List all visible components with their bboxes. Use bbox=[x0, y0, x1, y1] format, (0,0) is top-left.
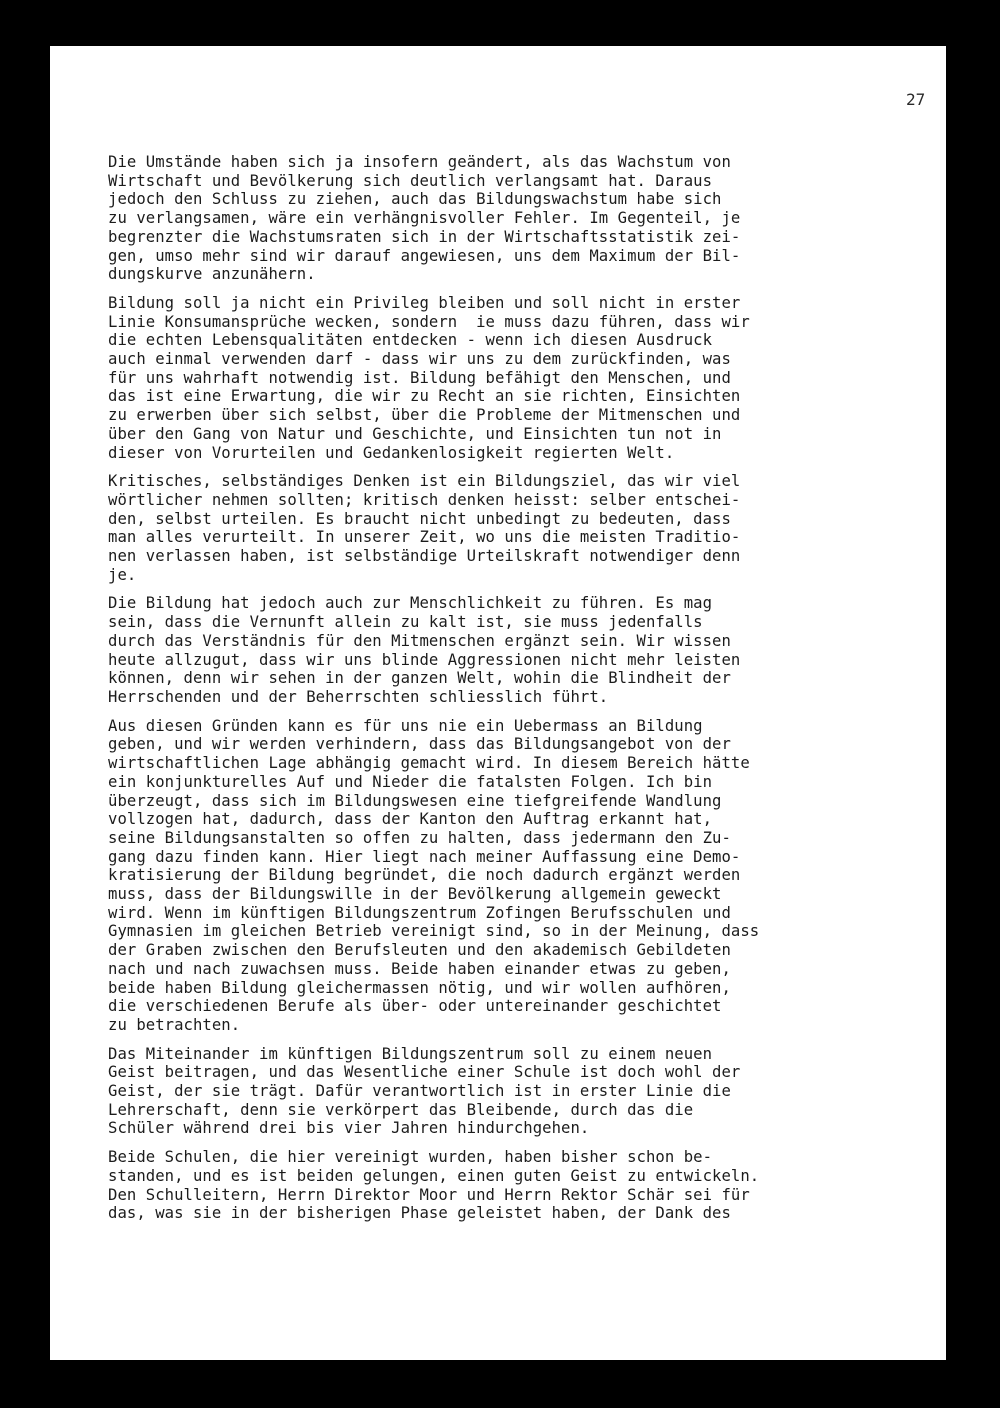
text-line: Die Umstände haben sich ja insofern geändert, als das Wachstum von bbox=[108, 153, 731, 171]
text-line: das, was sie in der bisherigen Phase geleistet haben, der Dank des bbox=[108, 1204, 731, 1223]
document-page bbox=[50, 46, 946, 1360]
text-line: jedoch den Schluss zu ziehen, auch das Bildungswachstum habe sich bbox=[108, 190, 722, 209]
text-line: Wirtschaft und Bevölkerung sich deutlich verlangsamt hat. Daraus bbox=[108, 171, 713, 190]
text-line: überzeugt, dass sich im Bildungswesen eine tiefgreifende Wandlung bbox=[108, 791, 722, 810]
text-line: sein, dass die Vernunft allein zu kalt ist, sie muss jedenfalls bbox=[108, 613, 703, 632]
paragraph bbox=[108, 1148, 928, 1223]
text-line: Geist, der sie trägt. Dafür verantwortlich ist in erster Linie die bbox=[108, 1082, 731, 1101]
text-line: über den Gang von Natur und Geschichte, und Einsichten tun not in bbox=[108, 424, 722, 443]
text-line: nen verlassen haben, ist selbständige Urteilskraft notwendiger denn bbox=[108, 547, 741, 566]
text-line: gen, umso mehr sind wir darauf angewiesen, uns dem Maximum der Bil- bbox=[108, 246, 741, 265]
text-line: muss, dass der Bildungswille in der Bevölkerung allgemein geweckt bbox=[108, 885, 722, 904]
text-line: Kritisches, selbständiges Denken ist ein Bildungsziel, das wir viel bbox=[108, 472, 741, 491]
text-line: zu verlangsamen, wäre ein verhängnisvoller Fehler. Im Gegenteil, je bbox=[108, 209, 741, 228]
text-line: Lehrerschaft, denn sie verkörpert das Bleibende, durch das die bbox=[108, 1100, 694, 1119]
text-line: Die Bildung hat jedoch auch zur Menschlichkeit zu führen. Es mag bbox=[108, 594, 713, 613]
text-line: nach und nach zuwachsen muss. Beide haben einander etwas zu geben, bbox=[108, 959, 731, 978]
text-line: je. bbox=[108, 565, 137, 584]
text-line: den, selbst urteilen. Es braucht nicht unbedingt zu bedeuten, dass bbox=[108, 509, 731, 528]
text-line: Gymnasien im gleichen Betrieb vereinigt sind, so in der Meinung, dass bbox=[108, 922, 760, 941]
text-line: dieser von Vorurteilen und Gedankenlosigkeit regierten Welt. bbox=[108, 443, 675, 462]
text-line: Geist beitragen, und das Wesentliche einer Schule ist doch wohl der bbox=[108, 1063, 741, 1082]
text-line: wörtlicher nehmen sollten; kritisch denken heisst: selber entschei- bbox=[108, 490, 741, 509]
text-line: können, denn wir sehen in der ganzen Welt, wohin die Blindheit der bbox=[108, 669, 731, 688]
text-line: Den Schulleitern, Herrn Direktor Moor und Herrn Rektor Schär sei für bbox=[108, 1185, 750, 1204]
text-line: der Graben zwischen den Berufsleuten und den akademisch Gebildeten bbox=[108, 941, 731, 960]
text-line: seine Bildungsanstalten so offen zu halten, dass jedermann den Zu- bbox=[108, 828, 731, 847]
text-line: ein konjunkturelles Auf und Nieder die fatalsten Folgen. Ich bin bbox=[108, 772, 713, 791]
text-line: Linie Konsumansprüche wecken, sondern ie muss dazu führen, dass wir bbox=[108, 312, 750, 331]
text-line: zu betrachten. bbox=[108, 1015, 241, 1034]
text-line: vollzogen hat, dadurch, dass der Kanton den Auftrag erkannt hat, bbox=[108, 810, 713, 829]
text-line: auch einmal verwenden darf - dass wir uns zu dem zurückfinden, was bbox=[108, 350, 731, 369]
page-number: 27 bbox=[906, 90, 926, 109]
text-line: die echten Lebensqualitäten entdecken - wenn ich diesen Ausdruck bbox=[108, 331, 713, 350]
text-line: geben, und wir werden verhindern, dass das Bildungsangebot von der bbox=[108, 735, 731, 754]
text-line: gang dazu finden kann. Hier liegt nach meiner Auffassung eine Demo- bbox=[108, 847, 741, 866]
text-line: Beide Schulen, die hier vereinigt wurden, haben bisher schon be- bbox=[108, 1148, 713, 1167]
text-line: wirtschaftlichen Lage abhängig gemacht wird. In diesem Bereich hätte bbox=[108, 754, 750, 773]
text-line: die verschiedenen Berufe als über- oder untereinander geschichtet bbox=[108, 997, 722, 1016]
paragraph bbox=[108, 153, 928, 284]
text-line: für uns wahrhaft notwendig ist. Bildung befähigt den Menschen, und bbox=[108, 368, 731, 387]
paragraph bbox=[108, 294, 928, 462]
text-line: Aus diesen Gründen kann es für uns nie ein Uebermass an Bildung bbox=[108, 716, 703, 735]
text-line: Das Miteinander im künftigen Bildungszentrum soll zu einem neuen bbox=[108, 1044, 713, 1063]
text-line: wird. Wenn im künftigen Bildungszentrum Zofingen Berufsschulen und bbox=[108, 903, 731, 922]
text-line: durch das Verständnis für den Mitmenschen ergänzt sein. Wir wissen bbox=[108, 631, 731, 650]
text-line: dungskurve anzunähern. bbox=[108, 265, 316, 284]
text-line: zu erwerben über sich selbst, über die Probleme der Mitmenschen und bbox=[108, 406, 741, 425]
text-line: Schüler während drei bis vier Jahren hindurchgehen. bbox=[108, 1119, 590, 1138]
text-line: Herrschenden und der Beherrschten schliesslich führt. bbox=[108, 687, 609, 706]
text-line: begrenzter die Wachstumsraten sich in der Wirtschaftsstatistik zei- bbox=[108, 227, 741, 246]
paragraph bbox=[108, 717, 928, 1035]
text-line: beide haben Bildung gleichermassen nötig, und wir wollen aufhören, bbox=[108, 978, 731, 997]
text-line: heute allzugut, dass wir uns blinde Aggressionen nicht mehr leisten bbox=[108, 650, 741, 669]
paragraph bbox=[108, 594, 928, 706]
text-line: kratisierung der Bildung begründet, die noch dadurch ergänzt werden bbox=[108, 866, 741, 885]
text-line: das ist eine Erwartung, die wir zu Recht an sie richten, Einsichten bbox=[108, 387, 741, 406]
paragraph bbox=[108, 472, 928, 584]
text-line: Bildung soll ja nicht ein Privileg bleiben und soll nicht in erster bbox=[108, 293, 741, 312]
paragraph bbox=[108, 1045, 928, 1139]
text-line: man alles verurteilt. In unserer Zeit, wo uns die meisten Traditio- bbox=[108, 528, 741, 547]
text-line: standen, und es ist beiden gelungen, einen guten Geist zu entwickeln. bbox=[108, 1166, 760, 1185]
body-text bbox=[108, 153, 928, 1233]
